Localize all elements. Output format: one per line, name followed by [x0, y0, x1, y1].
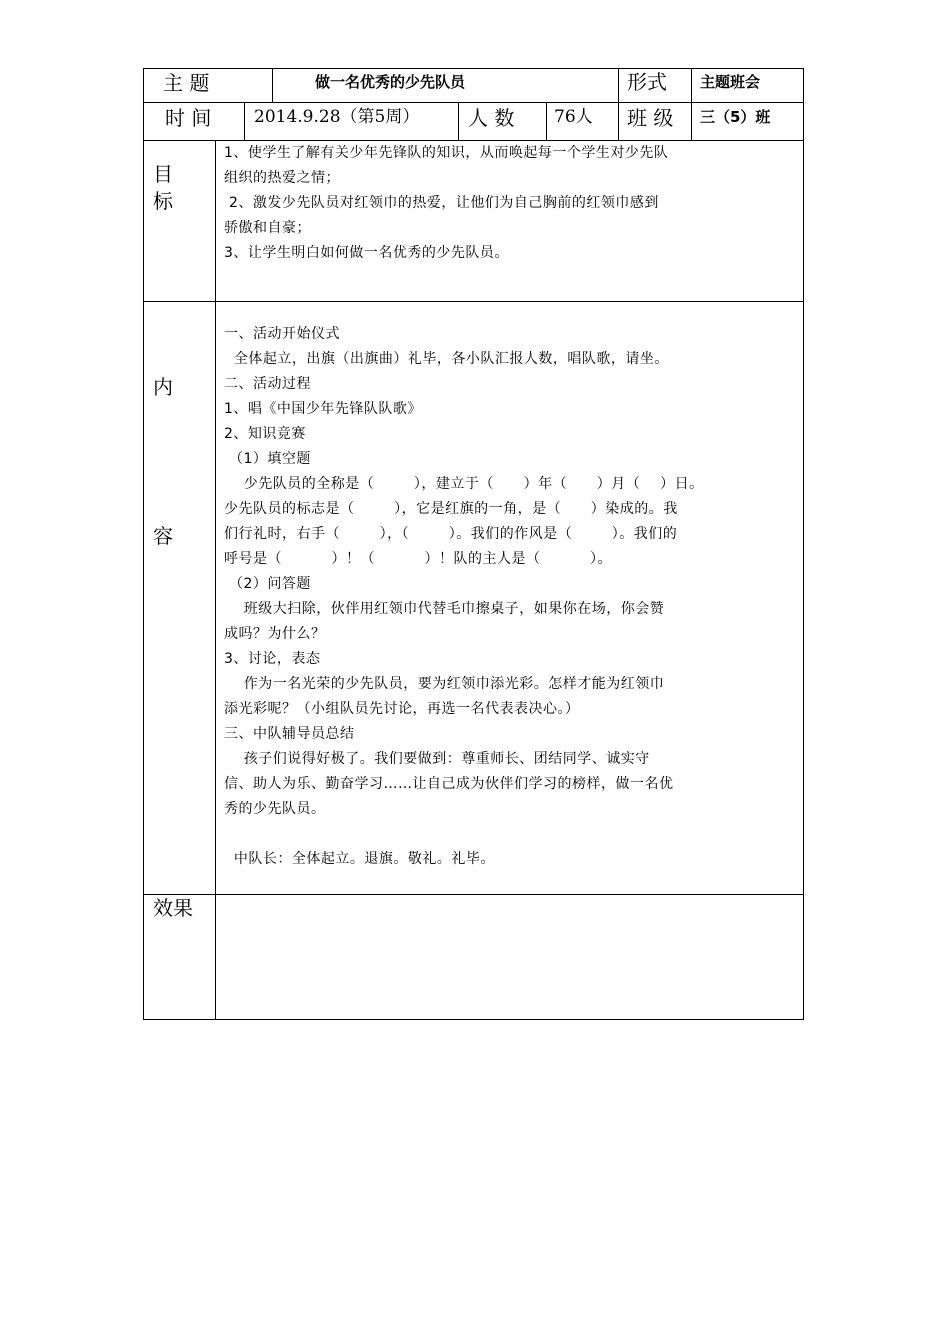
content-line: 2、知识竞赛	[224, 426, 306, 442]
goals-line: 组织的热爱之情；	[224, 170, 340, 186]
content-line: 少先队员的全称是（ ），建立于（ ）年（ ）月（ ）日。	[224, 476, 704, 492]
topic-value: 做一名优秀的少先队员	[315, 73, 466, 91]
content-line: 们行礼时，右手（ ），（ ）。我们的作风是（ ）。我们的	[224, 526, 678, 542]
time-label: 时 间	[165, 106, 212, 130]
goals-label-1: 目	[153, 162, 173, 186]
content-line: 一、活动开始仪式	[224, 326, 340, 342]
content-line: 全体起立，出旗（出旗曲）礼毕，各小队汇报人数，唱队歌，请坐。	[224, 351, 669, 367]
content-label-2: 容	[153, 524, 173, 548]
form-label: 形式	[627, 70, 667, 94]
lesson-plan-table	[143, 68, 804, 1020]
content-line: 3、讨论，表态	[224, 651, 321, 667]
content-line: 添光彩呢？（小组队员先讨论，再选一名代表表决心。）	[224, 701, 580, 717]
effect-label: 效果	[153, 896, 193, 920]
content-line: 1、唱《中国少年先锋队队歌》	[224, 401, 422, 417]
goals-line: 1、使学生了解有关少年先锋队的知识，从而唤起每一个学生对少先队	[224, 145, 669, 161]
form-value: 主题班会	[700, 73, 761, 91]
content-line: 呼号是（ ）！（ ）！队的主人是（ ）。	[224, 551, 613, 567]
goals-line: 3、让学生明白如何做一名优秀的少先队员。	[224, 245, 509, 261]
content-line: 孩子们说得好极了。我们要做到：尊重师长、团结同学、诚实守	[224, 751, 650, 767]
count-label: 人 数	[468, 106, 515, 130]
content-label-1: 内	[153, 375, 173, 399]
class-value: 三（5）班	[700, 108, 771, 126]
topic-label: 主 题	[163, 71, 210, 95]
content-line: 中队长：全体起立。退旗。敬礼。礼毕。	[224, 851, 495, 867]
content-line: （2）问答题	[224, 576, 311, 592]
goals-line: 骄傲和自豪；	[224, 220, 311, 236]
goals-label-2: 标	[153, 189, 173, 213]
goals-line: 2、激发少先队员对红领巾的热爱，让他们为自己胸前的红领巾感到	[224, 195, 659, 211]
content-line: 二、活动过程	[224, 376, 311, 392]
content-line: 三、中队辅导员总结	[224, 726, 355, 742]
content-line: 成吗？为什么？	[224, 626, 326, 642]
content-line: 信、助人为乐、勤奋学习……让自己成为伙伴们学习的榜样，做一名优	[224, 776, 674, 792]
content-line: 班级大扫除，伙伴用红领巾代替毛巾擦桌子，如果你在场，你会赞	[224, 601, 665, 617]
content-line: 作为一名光荣的少先队员，要为红领巾添光彩。怎样才能为红领巾	[224, 676, 665, 692]
count-value: 76人	[554, 107, 593, 127]
content-line: （1）填空题	[224, 451, 311, 467]
content-line: 少先队员的标志是（ ），它是红旗的一角，是（ ）染成的。我	[224, 501, 678, 517]
time-value: 2014.9.28（第5周）	[254, 107, 420, 127]
class-label: 班 级	[627, 106, 674, 130]
content-line: 秀的少先队员。	[224, 801, 326, 817]
